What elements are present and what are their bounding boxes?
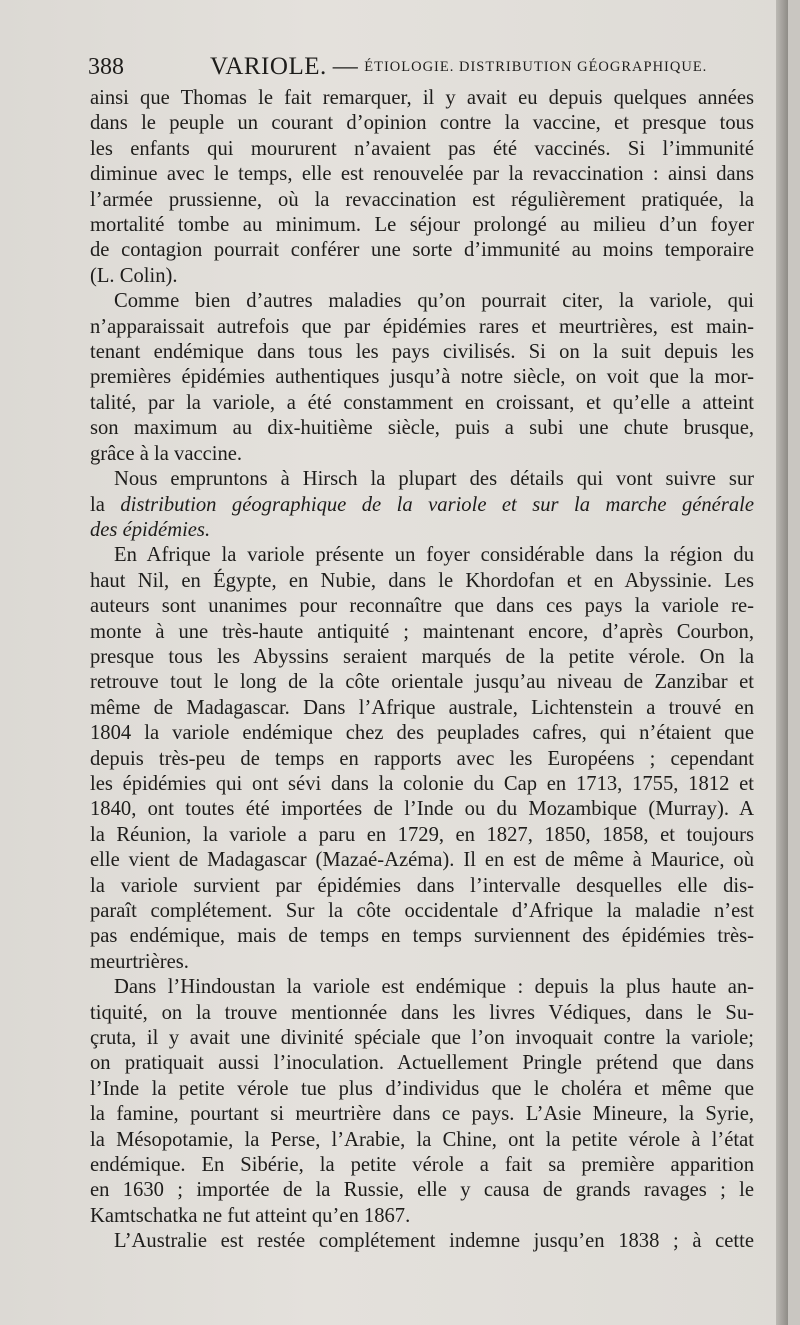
text-line: depuis très-peu de temps en rapports avec les Européens ; cependant <box>90 747 754 770</box>
text-line: auteurs sont unanimes pour reconnaître que dans ces pays la variole re- <box>90 595 754 618</box>
text-line: même de Madagascar. Dans l’Afrique australe, Lichtenstein a trouvé en <box>90 696 754 719</box>
paragraph-africa <box>90 543 754 975</box>
text-line: les enfants qui moururent n’avaient pas été vaccinés. Si l’immunité <box>90 137 754 160</box>
text-line: Nous empruntons à Hirsch la plupart des détails qui vont suivre sur <box>114 468 754 491</box>
text-line: on pratiquait aussi l’inoculation. Actuellement Pringle prétend que dans <box>90 1052 754 1075</box>
page-edge <box>776 0 788 1325</box>
text-line: n’apparaissait autrefois que par épidémies rares et meurtrières, est main- <box>90 315 754 338</box>
text-line: L’Australie est restée complétement indemne jusqu’en 1838 ; à cette <box>114 1230 754 1253</box>
text-line: elle vient de Madagascar (Mazaé-Azéma). Il en est de même à Maurice, où <box>90 849 754 872</box>
page-number: 388 <box>88 54 124 80</box>
text-line: l’Inde la petite vérole tue plus d’individus que le choléra et même que <box>90 1077 754 1100</box>
text-line: mortalité tombe au minimum. Le séjour prolongé au milieu d’un foyer <box>90 214 754 237</box>
text-line: tenant endémique dans tous les pays civilisés. Si on la suit depuis les <box>90 341 754 364</box>
text-line: Kamtschatka ne fut atteint qu’en 1867. <box>90 1204 411 1227</box>
text-line: en 1630 ; importée de la Russie, elle y causa de grands ravages ; le <box>90 1179 754 1202</box>
text-line: presque tous les Abyssins seraient marqués de la petite vérole. On la <box>90 645 754 668</box>
text-line: endémique. En Sibérie, la petite vérole a fait sa première apparition <box>90 1154 754 1177</box>
text-line: (L. Colin). <box>90 264 178 287</box>
text-line: la variole survient par épidémies dans l’intervalle desquelles elle dis- <box>90 874 754 897</box>
text-line: tiquité, on la trouve mentionnée dans les livres Védiques, dans le Su- <box>90 1001 754 1024</box>
text-line: monte à une très-haute antiquité ; maintenant encore, d’après Courbon, <box>90 620 754 643</box>
paragraph-hirsch <box>90 467 754 543</box>
text-line: grâce à la vaccine. <box>90 442 243 465</box>
text-line: la famine, pourtant si meurtrière dans ce pays. L’Asie Mineure, la Syrie, <box>90 1103 754 1126</box>
paragraph-australia <box>90 1229 754 1254</box>
section-subtitle: ÉTIOLOGIE. DISTRIBUTION GÉOGRAPHIQUE. <box>364 59 708 75</box>
text-line: la Réunion, la variole a paru en 1729, en 1827, 1850, 1858, et toujours <box>90 823 754 846</box>
paragraph-immunity <box>90 86 754 289</box>
text-line: retrouve tout le long de la côte orientale jusqu’au niveau de Zanzibar et <box>90 671 754 694</box>
text-line: de contagion pourrait conférer une sorte d’immunité au moins temporaire <box>90 239 754 262</box>
body-text <box>90 86 754 1255</box>
text-run: la <box>90 493 121 516</box>
text-line: diminue avec le temps, elle est renouvelée par la revaccination : ainsi dans <box>90 163 754 186</box>
running-header <box>88 48 748 84</box>
text-line: la Mésopotamie, la Perse, l’Arabie, la Chine, ont la petite vérole à l’état <box>90 1128 754 1151</box>
text-line: paraît complétement. Sur la côte occidentale d’Afrique la maladie n’est <box>90 900 754 922</box>
running-title <box>210 53 707 81</box>
text-line: dans le peuple un courant d’opinion contre la vaccine, et presque tous <box>90 112 754 135</box>
text-line: 1840, ont toutes été importées de l’Inde ou du Mozambique (Murray). A <box>90 798 754 821</box>
chapter-title: VARIOLE. <box>210 53 327 80</box>
text-line: 1804 la variole endémique chez des peuplades cafres, qui n’étaient que <box>90 722 754 745</box>
text-line: son maximum au dix-huitième siècle, puis a subi une chute brusque, <box>90 417 754 440</box>
paragraph-asia <box>90 975 754 1229</box>
text-line: ainsi que Thomas le fait remarquer, il y avait eu depuis quelques années <box>90 87 754 109</box>
text-line: pas endémique, mais de temps en temps surviennent des épidémies très- <box>90 925 754 948</box>
text-line: premières épidémies authentiques jusqu’à notre siècle, on voit que la mor- <box>90 366 754 389</box>
text-line: les épidémies qui ont sévi dans la colonie du Cap en 1713, 1755, 1812 et <box>90 772 754 795</box>
text-line: Comme bien d’autres maladies qu’on pourrait citer, la variole, qui <box>114 290 754 313</box>
text-line: talité, par la variole, a été constamment en croissant, et qu’elle a atteint <box>90 391 754 414</box>
text-line: meurtrières. <box>90 950 189 973</box>
text-line: En Afrique la variole présente un foyer considérable dans la région du <box>114 544 754 567</box>
text-line: haut Nil, en Égypte, en Nubie, dans le Khordofan et en Abyssinie. Les <box>90 569 754 592</box>
title-dash: — <box>332 53 359 80</box>
italic-text: distribution géographique de la variole et sur la marche générale <box>120 493 754 516</box>
text-line <box>90 518 754 543</box>
italic-text: des épidémies. <box>90 518 211 541</box>
paragraph-endemic <box>90 289 754 467</box>
text-line: l’armée prussienne, où la revaccination est régulièrement pratiquée, la <box>90 188 754 211</box>
text-line: Dans l’Hindoustan la variole est endémique : depuis la plus haute an- <box>114 976 754 999</box>
text-line: çruta, il y avait une divinité spéciale que l’on invoquait contre la variole; <box>90 1027 754 1050</box>
text-line <box>90 493 754 518</box>
